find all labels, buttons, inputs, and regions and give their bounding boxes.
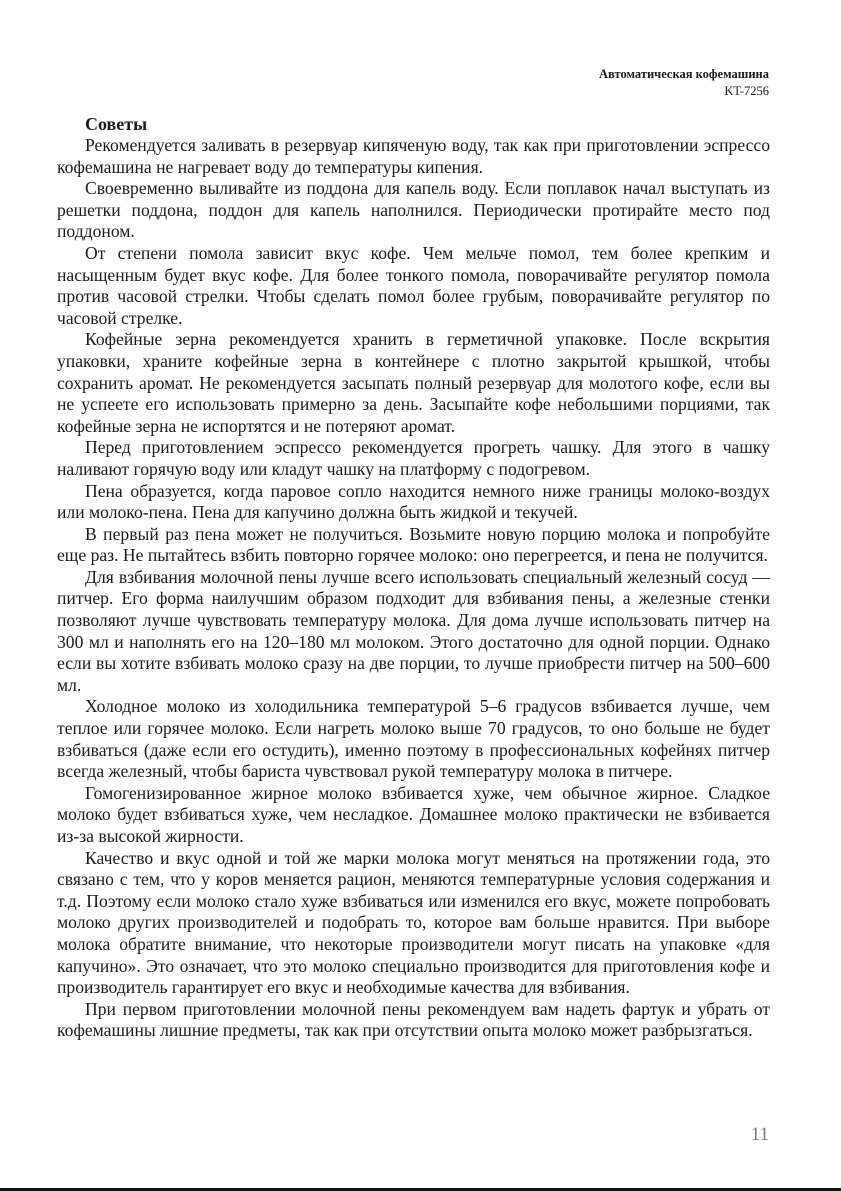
tip-paragraph-boiled-water: Рекомендуется заливать в резервуар кипяченую воду, так как при приготовлении эспрессо кофемашина не нагревает воду до температуры кипения. <box>57 135 770 177</box>
tip-paragraph-milk-temperature: Холодное молоко из холодильника температурой 5–6 градусов взбивается лучше, чем теплое или горячее молоко. Если нагреть молоко выше 70 градусов, то оно больше не будет взбиваться (даже если его остудить), именно поэтому в профессиональных кофейнях питчер всегда железный, чтобы бариста чувствовал рукой температуру молока в питчере. <box>57 696 770 782</box>
product-title: Автоматическая кофемашина <box>599 67 769 81</box>
tip-paragraph-bean-storage: Кофейные зерна рекомендуется хранить в герметичной упаковке. После вскрытия упаковки, храните кофейные зерна в контейнере с плотно закрытой крышкой, чтобы сохранить аромат. Не рекомендуется засыпать полный резервуар для молотого кофе, если вы не успеете его использовать примерно за день. Засыпайте кофе небольшими порциями, так кофейные зерна не испортятся и не потеряют аромат. <box>57 329 770 436</box>
page-number: 11 <box>750 1124 769 1145</box>
tips-section <box>57 113 770 1042</box>
section-title: Советы <box>85 114 148 134</box>
page-header <box>599 66 769 100</box>
tip-paragraph-milk-quality: Качество и вкус одной и той же марки молока могут меняться на протяжении года, это связано с тем, что у коров меняется рацион, меняются температурные условия содержания и т.д. Поэтому если молоко стало хуже взбиваться или изменился его вкус, можете попробовать молоко других производителей и подобрать то, которое вам больше нравится. При выборе молока обратите внимание, что некоторые производители могут писать на упаковке «для капучино». Это означает, что это молоко специально производится для приготовления кофе и производитель гарантирует его вкус и необходимые качества для взбивания. <box>57 847 770 998</box>
tip-paragraph-pitcher: Для взбивания молочной пены лучше всего использовать специальный железный сосуд — питчер. Его форма наилучшим образом подходит для взбивания пены, а железные стенки позволяют лучше чувствовать температуру молока. Для дома лучше использовать питчер на 300 мл и наполнять его на 120–180 мл молоком. Этого достаточно для одной порции. Однако если вы хотите взбивать молоко сразу на две порции, то лучше приобрести питчер на 500–600 мл. <box>57 566 770 695</box>
tip-paragraph-grind-level: От степени помола зависит вкус кофе. Чем мельче помол, тем более крепким и насыщенным будет вкус кофе. Для более тонкого помола, поворачивайте регулятор помола против часовой стрелки. Чтобы сделать помол более грубым, поворачивайте регулятор по часовой стрелке. <box>57 242 770 328</box>
tip-paragraph-milk-fat: Гомогенизированное жирное молоко взбивается хуже, чем обычное жирное. Сладкое молоко будет взбиваться хуже, чем несладкое. Домашнее молоко практически не взбивается из-за высокой жирности. <box>57 782 770 846</box>
model-number: KT-7256 <box>724 84 769 98</box>
tip-paragraph-drip-tray: Своевременно выливайте из поддона для капель воду. Если поплавок начал выступать из решетки поддона, поддон для капель наполнился. Периодически протирайте место под поддоном. <box>57 178 770 242</box>
tip-paragraph-apron: При первом приготовлении молочной пены рекомендуем вам надеть фартук и убрать от кофемашины лишние предметы, так как при отсутствии опыта молоко может разбрызгаться. <box>57 998 770 1041</box>
tip-paragraph-first-try: В первый раз пена может не получиться. Возьмите новую порцию молока и попробуйте еще раз. Не пытайтесь взбить повторно горячее молоко: оно перегреется, и пена не получится. <box>57 523 770 566</box>
tip-paragraph-foam-forming: Пена образуется, когда паровое сопло находится немного ниже границы молоко-воздух или молоко-пена. Пена для капучино должна быть жидкой и текучей. <box>57 480 770 523</box>
tip-paragraph-warm-cup: Перед приготовлением эспрессо рекомендуется прогреть чашку. Для этого в чашку наливают горячую воду или кладут чашку на платформу с подогревом. <box>57 437 770 479</box>
